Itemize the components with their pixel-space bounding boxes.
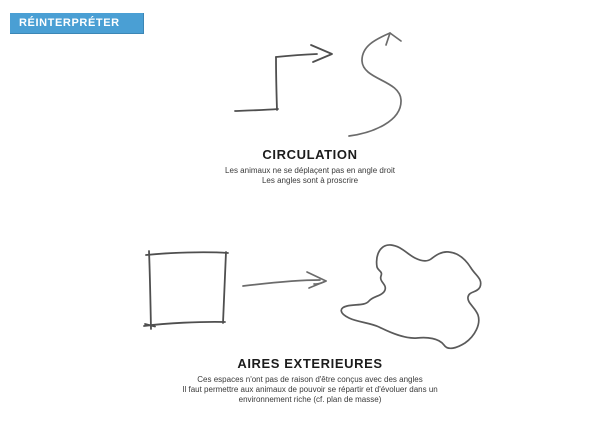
s-curve-arrow-sketch	[335, 27, 413, 142]
caption-line: Les angles sont à proscrire	[261, 176, 359, 185]
caption-line: environnement riche (cf. plan de masse)	[238, 395, 382, 404]
right-angle-arrow-sketch	[225, 40, 340, 125]
organic-blob-sketch	[335, 238, 495, 360]
section-title-circulation: CIRCULATION	[262, 147, 358, 162]
section-caption-aires-exterieures	[15, 375, 605, 405]
section-title-aires-exterieures: AIRES EXTERIEURES	[237, 356, 383, 371]
caption-line: Il faut permettre aux animaux de pouvoir se répartir et d'évoluer dans un	[182, 385, 438, 394]
straight-arrow-sketch	[238, 267, 334, 297]
caption-line: Les animaux ne se déplaçent pas en angle droit	[225, 166, 395, 175]
section-caption-circulation	[15, 166, 605, 186]
caption-line: Ces espaces n'ont pas de raison d'être conçus avec des angles	[197, 375, 423, 384]
square-sketch	[135, 245, 237, 337]
section-header-badge: RÉINTERPRÉTER	[10, 13, 144, 34]
